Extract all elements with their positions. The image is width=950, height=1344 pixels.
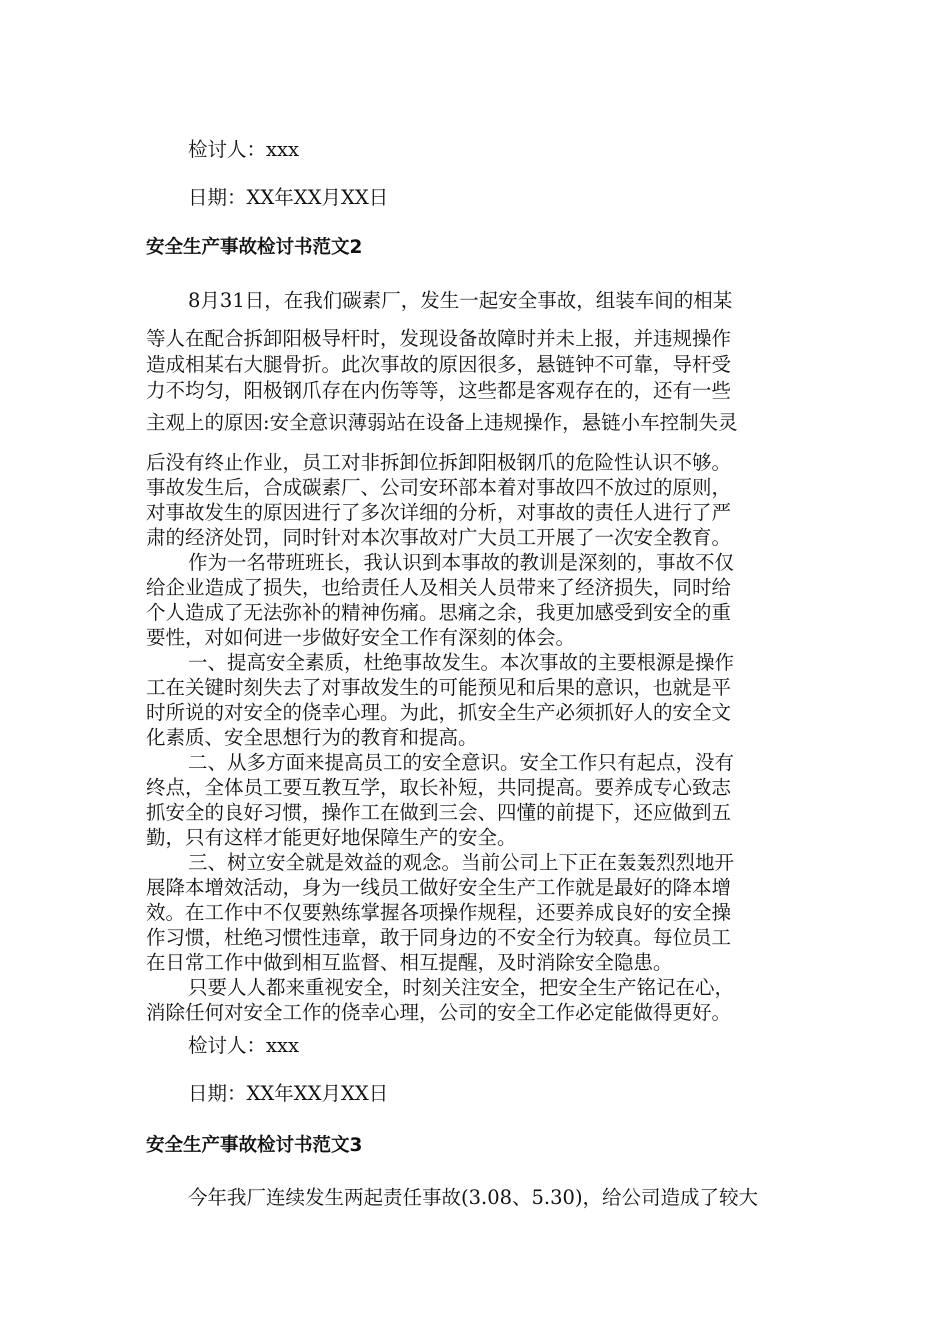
paragraph-line: 事故发生后，合成碳素厂、公司安环部本着对事故四不放过的原则， bbox=[146, 476, 732, 499]
paragraph-line: 化素质、安全思想行为的教育和提高。 bbox=[146, 726, 478, 749]
paragraph-line: 力不均匀，阳极钢爪存在内伤等等，这些都是客观存在的，还有一些 bbox=[146, 379, 732, 402]
paragraph-line: 主观上的原因:安全意识薄弱站在设备上违规操作，悬链小车控制失灵 bbox=[146, 411, 738, 434]
paragraph-line: 肃的经济处罚，同时针对本次事故对广大员工开展了一次安全教育。 bbox=[146, 526, 732, 549]
paragraph-line: 终点，全体员工要互教互学，取长补短，共同提高。要养成专心致志 bbox=[146, 776, 732, 799]
reviewer-line-1: 检讨人：xxx bbox=[188, 138, 299, 161]
paragraph-line: 在日常工作中做到相互监督、相互提醒，及时消除安全隐患。 bbox=[146, 951, 673, 974]
paragraph-line: 个人造成了无法弥补的精神伤痛。思痛之余，我更加感受到安全的重 bbox=[146, 601, 732, 624]
paragraph-line: 造成相某右大腿骨折。此次事故的原因很多，悬链钟不可靠，导杆受 bbox=[146, 353, 732, 376]
paragraph-line: 后没有终止作业，员工对非拆卸位拆卸阳极钢爪的危险性认识不够。 bbox=[146, 451, 732, 474]
paragraph-line: 要性，对如何进一步做好安全工作有深刻的体会。 bbox=[146, 626, 576, 649]
paragraph-line: 二、从多方面来提高员工的安全意识。安全工作只有起点，没有 bbox=[188, 751, 735, 774]
paragraph-line: 三、树立安全就是效益的观念。当前公司上下正在轰轰烈烈地开 bbox=[188, 851, 735, 874]
paragraph-line: 对事故发生的原因进行了多次详细的分析，对事故的责任人进行了严 bbox=[146, 501, 732, 524]
paragraph-line: 8月31日，在我们碳素厂，发生一起安全事故，组装车间的相某 bbox=[188, 289, 733, 312]
date-line-1: 日期：XX年XX月XX日 bbox=[188, 186, 389, 209]
paragraph-line: 时所说的对安全的侥幸心理。为此，抓安全生产必须抓好人的安全文 bbox=[146, 701, 732, 724]
paragraph-line: 等人在配合拆卸阳极导杆时，发现设备故障时并未上报，并违规操作 bbox=[146, 327, 732, 350]
paragraph-line: 抓安全的良好习惯，操作工在做到三会、四懂的前提下，还应做到五 bbox=[146, 801, 732, 824]
paragraph-line: 作习惯，杜绝习惯性违章，敢于同身边的不安全行为较真。每位员工 bbox=[146, 926, 732, 949]
paragraph-line: 展降本增效活动，身为一线员工做好安全生产工作就是最好的降本增 bbox=[146, 876, 732, 899]
paragraph-line: 只要人人都来重视安全，时刻关注安全，把安全生产铭记在心， bbox=[188, 976, 735, 999]
paragraph-line: 工在关键时刻失去了对事故发生的可能预见和后果的意识，也就是平 bbox=[146, 676, 732, 699]
paragraph-line: 作为一名带班班长，我认识到本事故的教训是深刻的，事故不仅 bbox=[188, 551, 735, 574]
paragraph-line: 效。在工作中不仅要熟练掌握各项操作规程，还要养成良好的安全操 bbox=[146, 901, 732, 924]
section-title-2: 安全生产事故检讨书范文2 bbox=[146, 237, 363, 258]
date-line-2: 日期：XX年XX月XX日 bbox=[188, 1082, 389, 1105]
paragraph-line: 勤，只有这样才能更好地保障生产的安全。 bbox=[146, 826, 517, 849]
paragraph-line: 给企业造成了损失，也给责任人及相关人员带来了经济损失，同时给 bbox=[146, 576, 732, 599]
paragraph-line: 消除任何对安全工作的侥幸心理，公司的安全工作必定能做得更好。 bbox=[146, 1001, 732, 1024]
reviewer-line-2: 检讨人：xxx bbox=[188, 1034, 299, 1057]
paragraph-line: 今年我厂连续发生两起责任事故(3.08、5.30)，给公司造成了较大 bbox=[188, 1186, 759, 1209]
section-title-3: 安全生产事故检讨书范文3 bbox=[146, 1135, 363, 1156]
paragraph-line: 一、提高安全素质，杜绝事故发生。本次事故的主要根源是操作 bbox=[188, 651, 735, 674]
